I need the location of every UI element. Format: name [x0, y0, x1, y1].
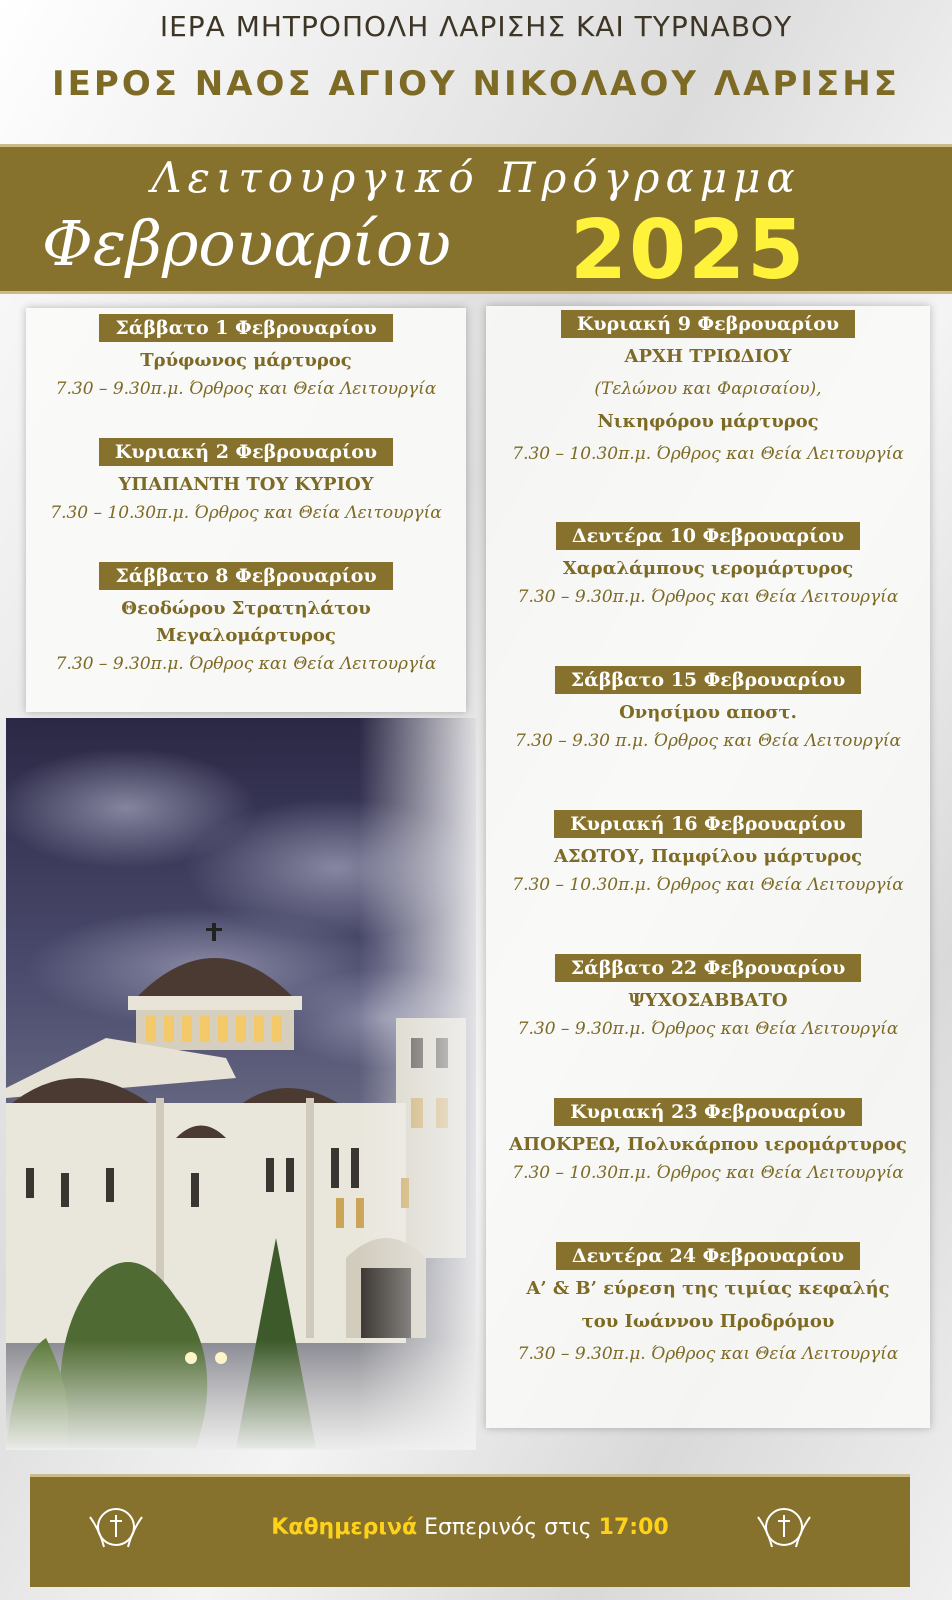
church-title: ΙΕΡΟΣ ΝΑΟΣ ΑΓΙΟΥ ΝΙΚΟΛΑΟΥ ΛΑΡΙΣΗΣ [52, 64, 900, 104]
entry-feast: ΑΠΟΚΡΕΩ, Πολυκάρπου ιερομάρτυρος [509, 1134, 907, 1155]
church-photo [6, 718, 476, 1450]
schedule-entry [486, 954, 930, 1039]
entry-time: 7.30 – 10.30π.μ. Όρθρος και Θεία Λειτουργία [512, 1163, 904, 1183]
schedule-entry [486, 1098, 930, 1183]
daily-label: Καθημερινά [271, 1515, 418, 1540]
entry-time: 7.30 – 9.30π.μ. Όρθρος και Θεία Λειτουργία [517, 587, 899, 607]
entry-time: 7.30 – 10.30π.μ. Όρθρος και Θεία Λειτουργία [512, 875, 904, 895]
entry-date: Κυριακή 16 Φεβρουαρίου [554, 810, 861, 838]
entry-feast: Τρύφωνος μάρτυρος [140, 350, 352, 371]
church-illustration [6, 718, 476, 1450]
schedule-entry [486, 310, 930, 464]
entry-time: 7.30 – 10.30π.μ. Όρθρος και Θεία Λειτουργία [50, 503, 442, 523]
entry-time: 7.30 – 9.30π.μ. Όρθρος και Θεία Λειτουργία [55, 654, 437, 674]
header [0, 0, 952, 140]
schedule-entry [26, 314, 466, 399]
entry-date: Σάββατο 15 Φεβρουαρίου [555, 666, 862, 694]
entry-date: Δευτέρα 24 Φεβρουαρίου [556, 1242, 860, 1270]
footer-banner [30, 1474, 910, 1587]
entry-time: 7.30 – 9.30 π.μ. Όρθρος και Θεία Λειτουργία [514, 731, 902, 751]
entry-feast: Νικηφόρου μάρτυρος [597, 411, 819, 432]
schedule-entry [486, 666, 930, 751]
entry-time: 7.30 – 9.30π.μ. Όρθρος και Θεία Λειτουργία [55, 379, 437, 399]
entry-date: Κυριακή 2 Φεβρουαρίου [99, 438, 393, 466]
schedule-entry [486, 810, 930, 895]
entry-feast: Ονησίμου αποστ. [619, 702, 797, 723]
schedule-entry [486, 522, 930, 607]
vespers-label: Εσπερινός στις [424, 1515, 592, 1540]
entry-date: Δευτέρα 10 Φεβρουαρίου [556, 522, 860, 550]
entry-feast-note: (Τελώνου και Φαρισαίου), [594, 379, 822, 399]
entry-feast: Θεοδώρου Στρατηλάτου [121, 598, 371, 619]
vespers-time: 17:00 [598, 1515, 669, 1540]
entry-time: 7.30 – 9.30π.μ. Όρθρος και Θεία Λειτουργία [517, 1019, 899, 1039]
entry-date: Κυριακή 9 Φεβρουαρίου [561, 310, 855, 338]
banner-title: Λειτουργικό Πρόγραμμα [151, 153, 801, 202]
banner-month: Φεβρουαρίου [42, 207, 452, 280]
left-schedule-panel [26, 308, 466, 712]
church-seal-icon [744, 1497, 824, 1563]
right-schedule-panel [486, 306, 930, 1428]
entry-feast: Α’ & Β’ εύρεση της τιμίας κεφαλής [526, 1278, 890, 1299]
entry-date: Σάββατο 8 Φεβρουαρίου [99, 562, 392, 590]
entry-feast: του Ιωάννου Προδρόμου [581, 1311, 835, 1332]
entry-feast: ΑΡΧΗ ΤΡΙΩΔΙΟΥ [624, 346, 792, 367]
schedule-entry [26, 562, 466, 674]
schedule-entry [486, 1242, 930, 1364]
entry-feast: ΨΥΧΟΣΑΒΒΑΤΟ [628, 990, 788, 1011]
entry-time: 7.30 – 10.30π.μ. Όρθρος και Θεία Λειτουργία [512, 444, 904, 464]
metropolis-title: ΙΕΡΑ ΜΗΤΡΟΠΟΛΗ ΛΑΡΙΣΗΣ ΚΑΙ ΤΥΡΝΑΒΟΥ [159, 10, 793, 43]
banner-year: 2025 [570, 203, 807, 298]
entry-date: Σάββατο 22 Φεβρουαρίου [555, 954, 862, 982]
entry-feast: ΥΠΑΠΑΝΤΗ ΤΟΥ ΚΥΡΙΟΥ [118, 474, 374, 495]
entry-feast: Μεγαλομάρτυρος [156, 625, 336, 646]
entry-date: Σάββατο 1 Φεβρουαρίου [99, 314, 392, 342]
entry-date: Κυριακή 23 Φεβρουαρίου [554, 1098, 861, 1126]
entry-feast: Χαραλάμπους ιερομάρτυρος [562, 558, 854, 579]
entry-feast: ΑΣΩΤΟΥ, Παμφίλου μάρτυρος [553, 846, 863, 867]
schedule-entry [26, 438, 466, 523]
entry-time: 7.30 – 9.30π.μ. Όρθρος και Θεία Λειτουργία [517, 1344, 899, 1364]
title-banner [0, 144, 952, 298]
